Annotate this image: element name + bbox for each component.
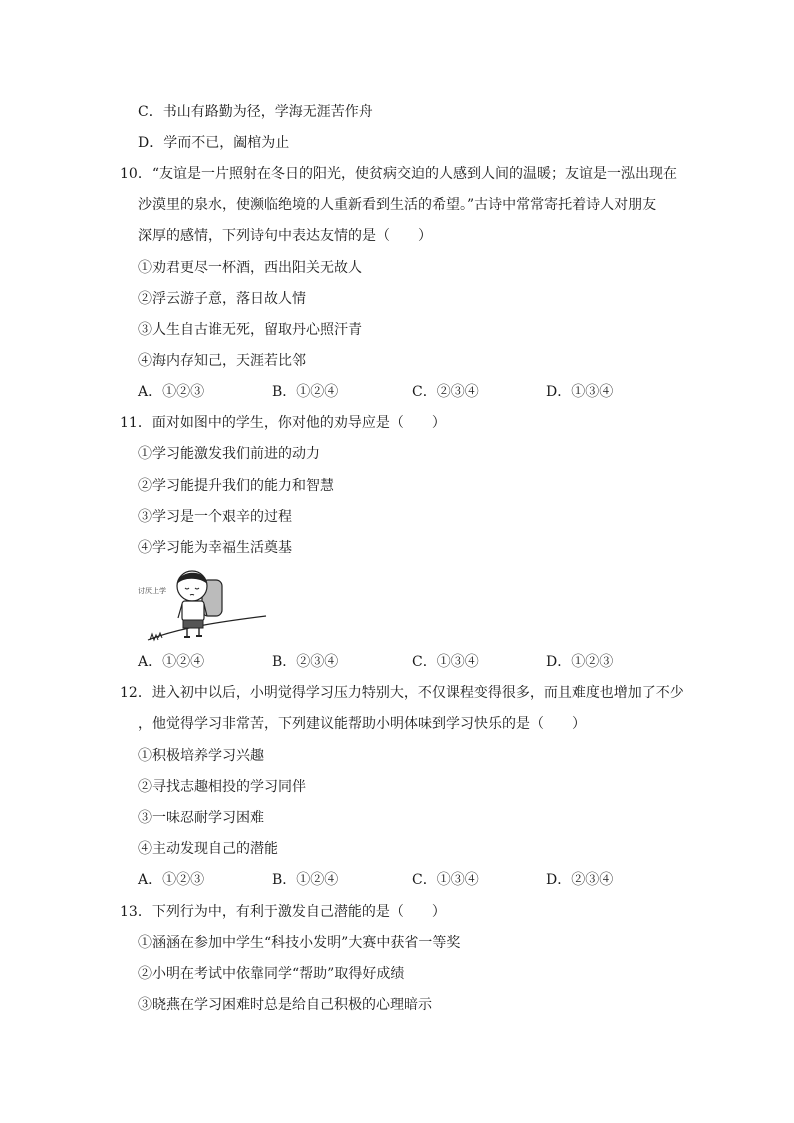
q12-item-4: ④主动发现自己的潜能	[138, 841, 278, 857]
q12-stem-line-1: 12．进入初中以后，小明觉得学习压力特别大，不仅课程变得很多，而且难度也增加了不少	[120, 685, 684, 701]
q11-item-2: ②学习能提升我们的能力和智慧	[138, 478, 334, 494]
q13-item-2: ②小明在考试中依靠同学“帮助”取得好成绩	[138, 966, 405, 982]
q12-item-1: ①积极培养学习兴趣	[138, 748, 264, 764]
q10-item-4: ④海内存知己，天涯若比邻	[138, 353, 306, 369]
q10-stem-line-3: 深厚的感情，下列诗句中表达友情的是（ ）	[138, 228, 432, 244]
student-drawing	[138, 566, 268, 646]
q10-stem-line-1: 10．“友谊是一片照射在冬日的阳光，使贫病交迫的人感到人间的温暖；友谊是一泓出现在	[120, 166, 677, 182]
q11-choice-b: B．②③④	[272, 654, 339, 670]
figure-caption: 讨厌上学	[138, 587, 166, 595]
q11-item-1: ①学习能激发我们前进的动力	[138, 446, 320, 462]
q13-item-3: ③晓燕在学习困难时总是给自己积极的心理暗示	[138, 997, 432, 1013]
q11-stem: 11．面对如图中的学生，你对他的劝导应是（ ）	[120, 415, 446, 431]
q11-item-3: ③学习是一个艰辛的过程	[138, 509, 292, 525]
q13-item-1: ①涵涵在参加中学生“科技小发明”大赛中获省一等奖	[138, 935, 461, 951]
q9-option-d: D．学而不已，阖棺为止	[138, 135, 290, 151]
q10-item-1: ①劝君更尽一杯酒，西出阳关无故人	[138, 260, 362, 276]
q10-choice-a: A．①②③	[138, 384, 205, 400]
q11-choice-c: C．①③④	[412, 654, 479, 670]
q10-choice-d: D．①③④	[546, 384, 614, 400]
q12-choice-c: C．①③④	[412, 872, 479, 888]
q11-item-4: ④学习能为幸福生活奠基	[138, 540, 292, 556]
q10-item-2: ②浮云游子意，落日故人情	[138, 291, 306, 307]
q12-stem-line-2: ，他觉得学习非常苦，下列建议能帮助小明体味到学习快乐的是（ ）	[138, 716, 586, 732]
q9-option-c: C．书山有路勤为径，学海无涯苦作舟	[138, 104, 373, 120]
q11-choice-d: D．①②③	[546, 654, 614, 670]
q10-item-3: ③人生自古谁无死，留取丹心照汗青	[138, 322, 362, 338]
q12-item-3: ③一味忍耐学习困难	[138, 810, 264, 826]
q12-choice-d: D．②③④	[546, 872, 614, 888]
q11-choice-a: A．①②④	[138, 654, 205, 670]
q10-choice-c: C．②③④	[412, 384, 479, 400]
q10-stem-line-2: 沙漠里的泉水，使濒临绝境的人重新看到生活的希望。”古诗中常常寄托着诗人对朋友	[138, 197, 657, 213]
student-illustration	[138, 566, 268, 646]
q10-choice-b: B．①②④	[272, 384, 339, 400]
q13-stem: 13．下列行为中，有利于激发自己潜能的是（ ）	[120, 904, 446, 920]
q12-choice-a: A．①②③	[138, 872, 205, 888]
q12-choice-b: B．①②④	[272, 872, 339, 888]
q12-item-2: ②寻找志趣相投的学习同伴	[138, 779, 306, 795]
